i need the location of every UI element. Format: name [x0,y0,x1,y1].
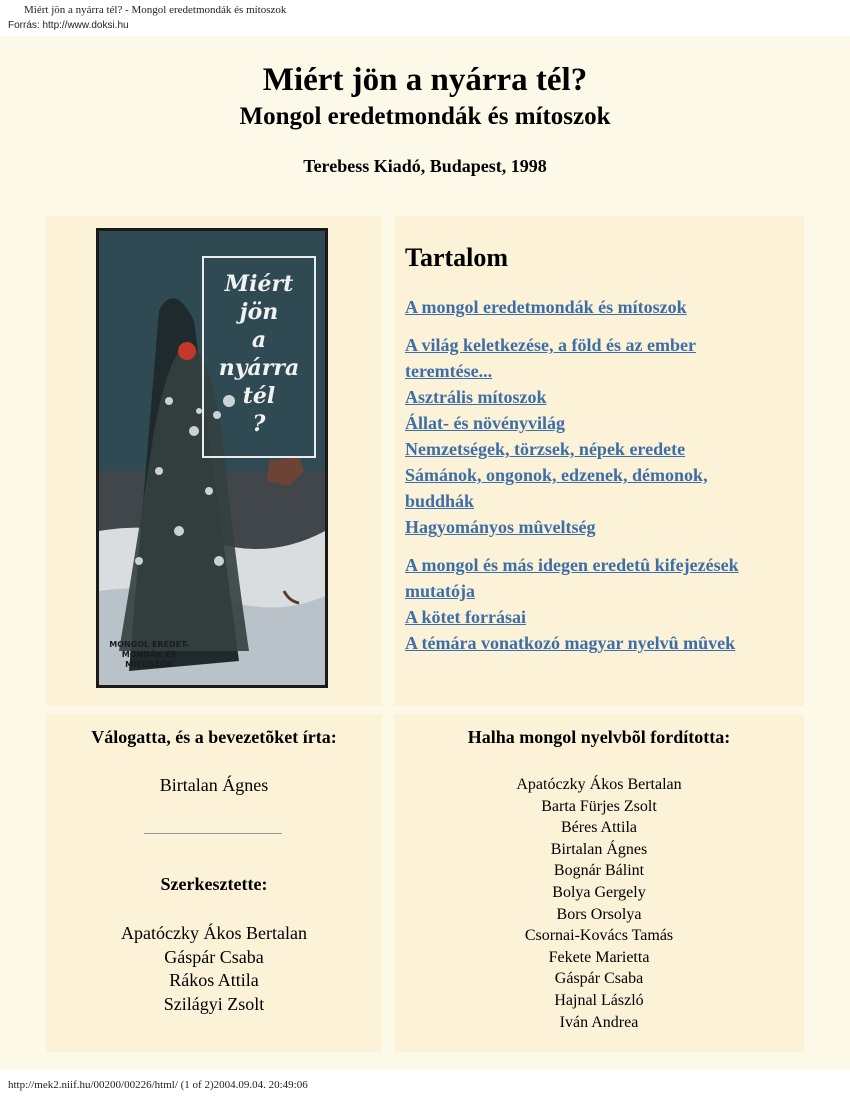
toc-link[interactable]: A témára vonatkozó magyar nyelvû mûvek [405,633,736,653]
cover-title-line: a [251,327,267,353]
toc-panel [394,216,804,706]
translators-heading: Halha mongol nyelvbõl fordította: [467,727,731,747]
cover-panel [46,216,382,706]
toc-heading: Tartalom [405,243,509,272]
editors-heading: Szerkesztette: [160,874,268,894]
translator-name: Bors Orsolya [556,905,642,923]
translator-name: Apatóczky Ákos Bertalan [516,776,682,793]
translator-name: Bognár Bálint [553,862,645,880]
toc-link[interactable]: A világ keletkezése, a föld és az ember [405,335,696,355]
cover-bottom-line: MÍTOSZOK [125,660,173,669]
cover-title-line: tél [242,383,276,409]
toc-link[interactable]: Hagyományos mûveltség [405,517,596,537]
editor-name: Rákos Attila [169,970,259,990]
toc-link[interactable]: buddhák [405,491,475,511]
translator-name: Hajnal László [554,991,644,1009]
translator-name: Fekete Marietta [548,948,650,966]
toc-link[interactable]: A mongol eredetmondák és mítoszok [405,297,687,317]
toc-link[interactable]: Nemzetségek, törzsek, népek eredete [405,439,686,459]
translator-name: Béres Attila [561,819,637,837]
editors-list [46,922,382,1016]
source-note: Forrás: http://www.doksi.hu [8,20,129,31]
toc-link[interactable]: A mongol és más idegen eredetû kifejezések [405,555,739,575]
publisher-line: Terebess Kiadó, Budapest, 1998 [303,156,547,176]
editor-name: Szilágyi Zsolt [163,993,265,1014]
toc-link[interactable]: Állat- és növényvilág [405,413,565,433]
toc-link[interactable]: Sámánok, ongonok, edzenek, démonok, [405,465,708,485]
translators-list [394,774,804,1033]
translators-panel [394,714,804,1052]
toc-link[interactable]: Asztrális mítoszok [405,387,547,407]
cover-title-line: jön [239,299,279,325]
translator-name: Gáspár Csaba [554,970,644,988]
editor-name: Apatóczky Ákos Bertalan [121,923,307,943]
compiler-name: Birtalan Ágnes [159,775,269,795]
translator-name: Iván Andrea [559,1013,639,1031]
editor-name: Gáspár Csaba [164,946,264,967]
translator-name: Barta Fürjes Zsolt [541,797,657,815]
compiler-heading: Válogatta, és a bevezetõket írta: [91,727,337,747]
book-subtitle: Mongol eredetmondák és mítoszok [239,103,611,130]
cover-bottom-line: MONDÁK ÉS [121,650,177,659]
browser-page-title: Miért jön a nyárra tél? - Mongol eredetmondák és mítoszok [24,4,287,16]
toc-list [405,294,797,656]
toc-link[interactable]: A kötet forrásai [405,607,526,627]
translator-name: Bolya Gergely [552,883,646,901]
translator-name: Birtalan Ágnes [550,840,648,858]
page-footer-url: http://mek2.niif.hu/00200/00226/html/ (1 of 2)2004.09.04. 20:49:06 [8,1079,308,1091]
cover-title-line: Miért [224,271,294,297]
divider [144,833,282,834]
cover-title-line: nyárra [218,355,300,381]
book-title: Miért jön a nyárra tél? [262,62,588,98]
cover-bottom-line: MONGOL EREDET- [109,640,189,649]
editors-panel [46,714,382,1052]
toc-link[interactable]: teremtése... [405,361,493,381]
translator-name: Csornai-Kovács Tamás [524,927,674,945]
cover-title-line: ? [252,411,266,437]
toc-link[interactable]: mutatója [405,581,475,601]
book-cover-image [96,228,328,688]
